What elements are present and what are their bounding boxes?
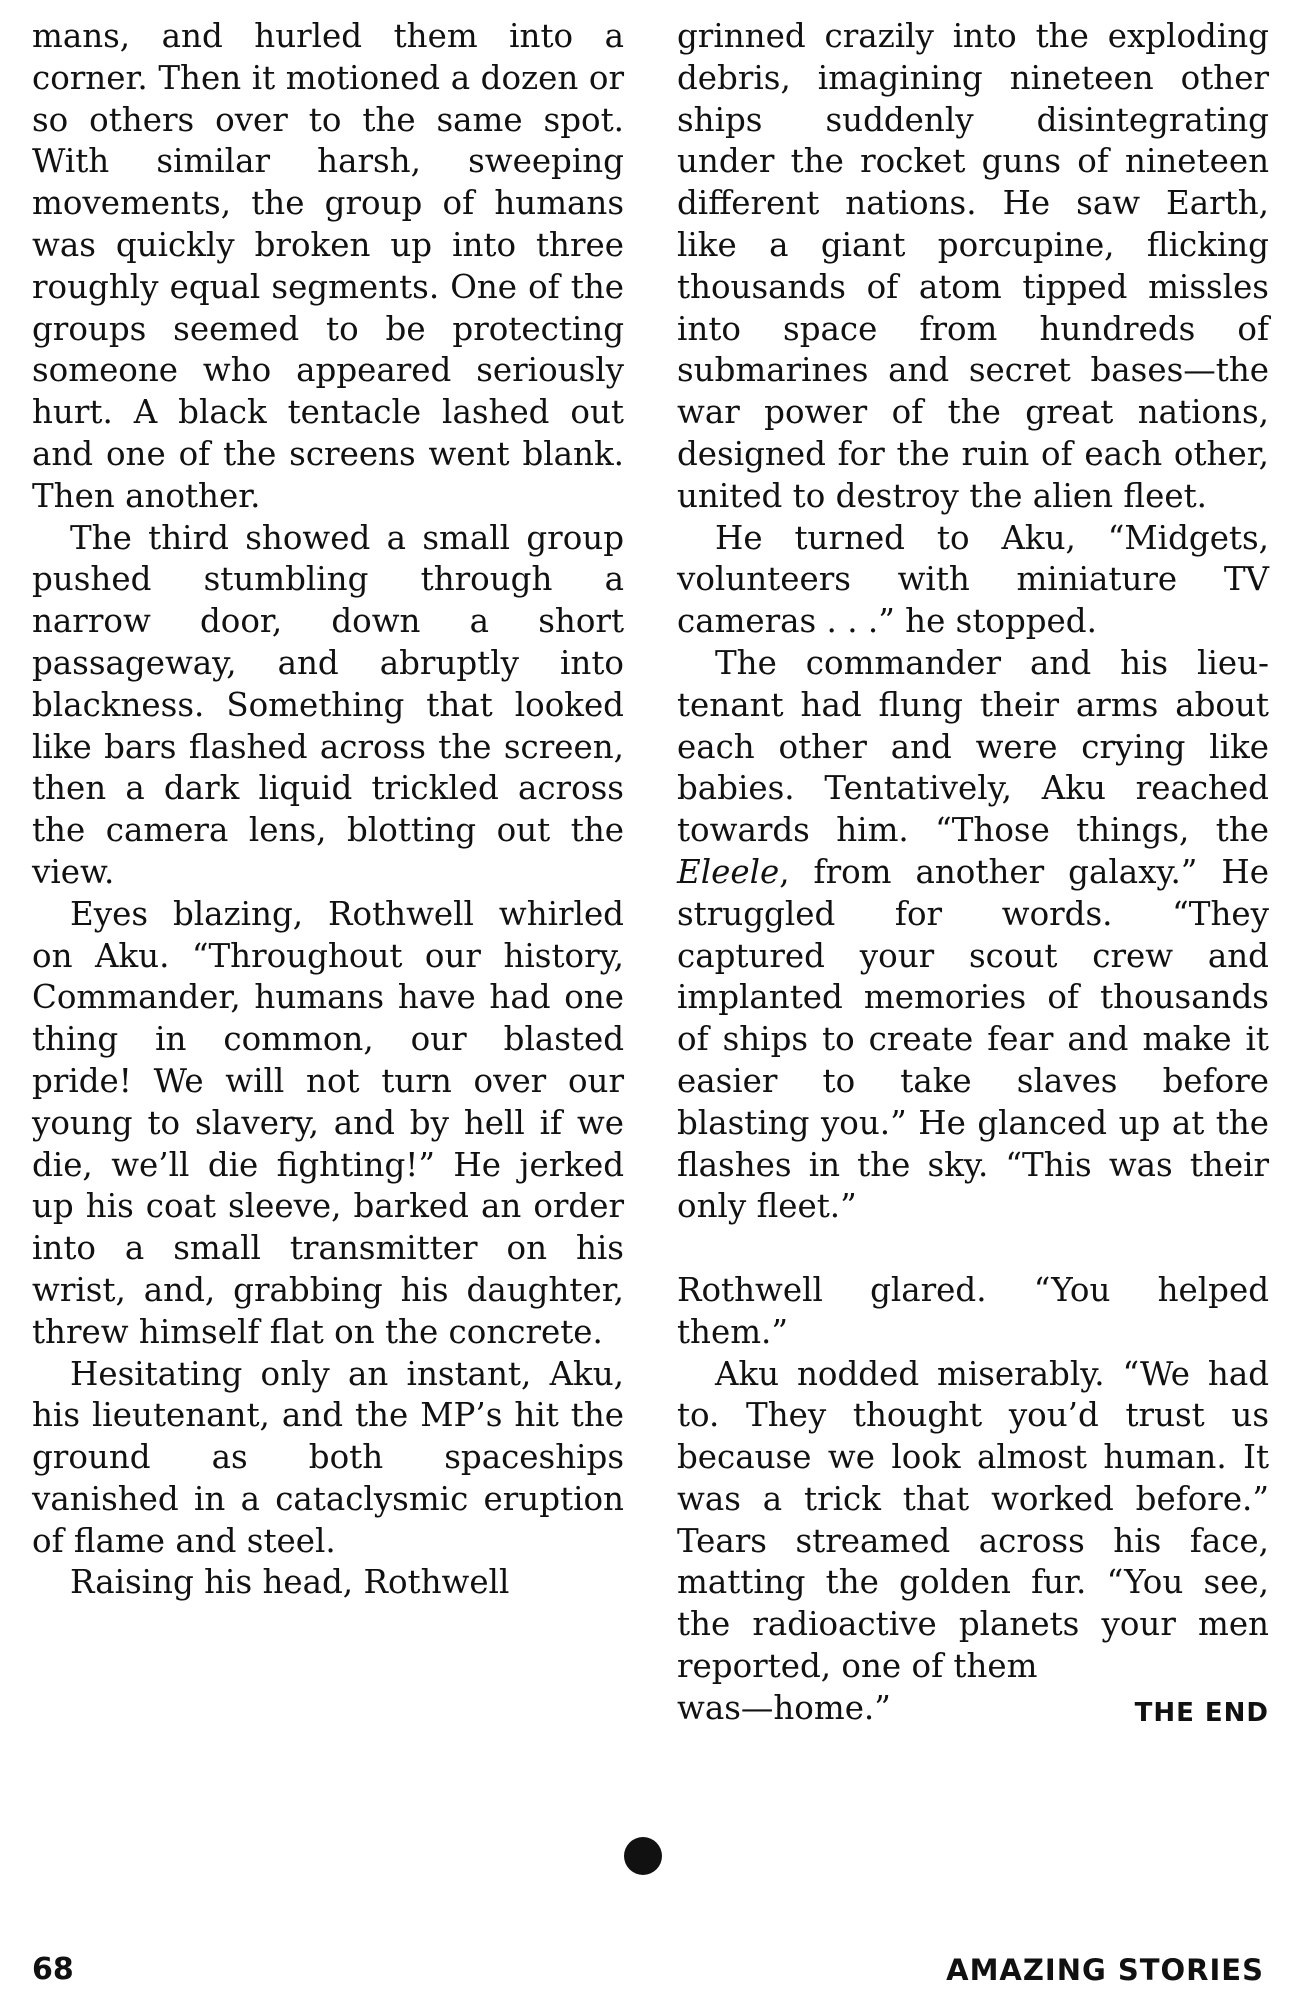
- paragraph: Hesitating only an instant, Aku, his lieutenant, and the MP’s hit the ground as both spaceships vanished in a cataclysmic eruption of flame and steel.: [32, 1354, 624, 1560]
- italic-name: Eleele: [677, 852, 780, 891]
- paragraph-text: , from another galaxy.” He struggled for words. “They captured your scout crew and implanted memories of thousands of ships to create fear and make it easier to take slaves before blasting you.” He glanced up at the flashes in the sky. “This was their only fleet.”: [677, 852, 1269, 1226]
- paragraph: Rothwell glared. “You helped them.”: [677, 1270, 1269, 1351]
- paragraph: grinned crazily into the exploding debris, imagining nineteen other ships suddenly disintegrating under the rocket guns of nineteen different nations. He saw Earth, like a giant porcupine, flicking thousands of atom tipped missles into space from hundreds of submarines and secret bases—the war power of the great nations, designed for the ruin of each other, united to destroy the alien fleet.: [677, 17, 1269, 515]
- magazine-title: AMAZING STORIES: [946, 1953, 1264, 1987]
- right-text-column: [677, 16, 1269, 1730]
- the-end-mark: THE END: [1134, 1697, 1269, 1728]
- paragraph: [677, 643, 1269, 1228]
- page-number: 68: [32, 1952, 74, 1987]
- paragraph-text: The commander and his lieutenant had flung their arms about each other and were crying like babies. Tentatively, Aku reached towards him. “Those things, the: [677, 643, 1269, 850]
- closing-text: was—home.”: [677, 1688, 891, 1727]
- paragraph: Aku nodded miserably. “We had to. They thought you’d trust us because we look almost human. It was a trick that worked before.” Tears streamed across his face, matting the golden fur. “You see, the radioactive planets your men reported, one of them: [677, 1354, 1269, 1686]
- left-text-column: [32, 16, 624, 1604]
- end-of-story-dot-icon: [624, 1837, 662, 1875]
- closing-line: [677, 1688, 1269, 1730]
- paragraph: He turned to Aku, “Midgets, volunteers with miniature TV cameras . . .” he stopped.: [677, 518, 1269, 641]
- paragraph: Raising his head, Rothwell: [70, 1563, 510, 1602]
- paragraph: The third showed a small group pushed stumbling through a narrow door, down a short passageway, and abruptly into blackness. Something that looked like bars flashed across the screen, then a dark liquid trickled across the camera lens, blotting out the view.: [32, 518, 624, 891]
- paragraph: mans, and hurled them into a corner. Then it motioned a dozen or so others over to the same spot. With similar harsh, sweeping movements, the group of humans was quickly broken up into three roughly equal segments. One of the groups seemed to be protecting someone who appeared seriously hurt. A black tentacle lashed out and one of the screens went blank. Then another.: [32, 17, 624, 515]
- paragraph: Eyes blazing, Rothwell whirled on Aku. “Throughout our history, Commander, humans have had one thing in common, our blasted pride! We will not turn over our young to slavery, and by hell if we die, we’ll die fighting!” He jerked up his coat sleeve, barked an order into a small transmitter on his wrist, and, grabbing his daughter, threw himself flat on the concrete.: [32, 894, 624, 1351]
